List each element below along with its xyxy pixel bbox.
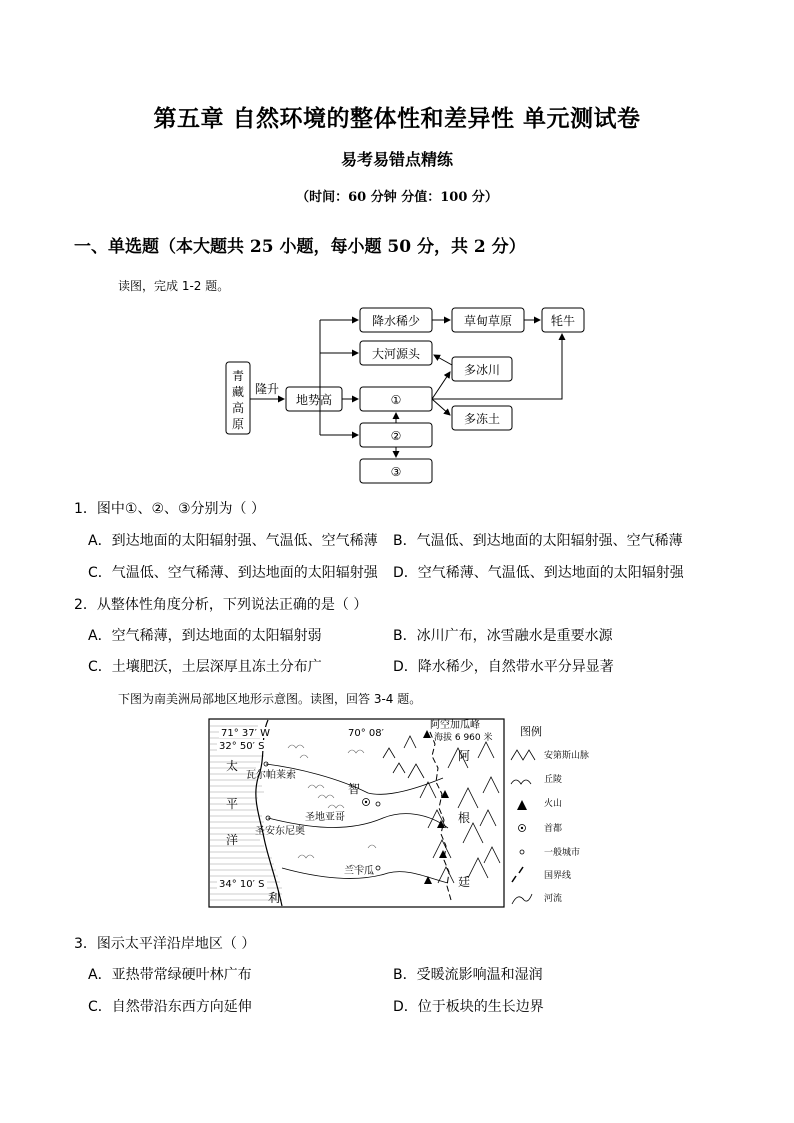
lon-label-2: 70° 08′ [348,728,384,739]
circle2-label: ② [390,429,402,443]
page-subtitle: 易考易错点精练 [340,150,453,169]
less-rain-label: 降水稀少 [371,314,421,328]
argentina-char-3: 廷 [458,875,471,889]
legend-city: 一般城市 [544,848,581,858]
pacific-char-3: 洋 [226,833,239,847]
question-3-option-c[interactable]: C．自然带沿东西方向延伸 [88,999,252,1015]
question-3-option-b[interactable]: B．受暖流影响温和湿润 [393,967,543,983]
chile-char-1: 智 [348,782,361,796]
circle3-label: ③ [390,465,402,479]
plateau-char-3: 高 [231,401,245,415]
question-2-option-a[interactable]: A．空气稀薄，到达地面的太阳辐射弱 [88,628,322,644]
permafrost-label: 多冻土 [463,412,501,426]
circle1-label: ① [390,393,402,407]
san-antonio-label: 圣安东尼奥 [255,826,305,837]
intro-1: 读图，完成 1-2 题。 [118,279,230,293]
question-3-stem: 3．图示太平洋沿岸地区（ ） [74,936,256,952]
valparaiso-label: 瓦尔帕莱索 [246,770,296,781]
map-legend [511,724,589,904]
plateau-char-1: 青 [231,369,245,383]
meadow-label: 草甸草原 [463,314,513,328]
legend-volcano: 火山 [544,799,563,809]
flowchart-diagram [220,300,600,490]
question-1-option-d[interactable]: D．空气稀薄、气温低、到达地面的太阳辐射强 [393,565,684,581]
page-title: 第五章 自然环境的整体性和差异性 单元测试卷 [153,105,641,132]
question-1-option-c[interactable]: C．气温低、空气稀薄、到达地面的太阳辐射强 [88,565,378,581]
lon-label-1: 71° 37′ W [221,728,270,739]
pacific-char-2: 平 [226,797,239,811]
question-2-option-c[interactable]: C．土壤肥沃，土层深厚且冻土分布广 [88,659,322,675]
lat-label-2: 34° 10′ S [219,879,265,890]
question-2-option-d[interactable]: D．降水稀少，自然带水平分异显著 [393,659,614,675]
intro-2: 下图为南美洲局部地区地形示意图。读图，回答 3-4 题。 [118,692,422,706]
legend-hills: 丘陵 [544,775,563,785]
legend-river: 河流 [544,894,563,904]
pacific-char-1: 太 [226,759,239,773]
yak-label: 牦牛 [550,314,576,328]
question-2-stem: 2．从整体性角度分析，下列说法正确的是（ ） [74,597,368,613]
plateau-char-4: 原 [231,417,245,431]
peak-name: 阿空加瓜峰 [430,720,480,731]
peak-altitude: 海拔 6 960 米 [434,733,493,743]
question-3-option-d[interactable]: D．位于板块的生长边界 [393,999,544,1015]
uplift-label: 隆升 [254,382,280,396]
chile-char-2: 利 [268,891,281,905]
question-1-option-a[interactable]: A．到达地面的太阳辐射强、气温低、空气稀薄 [88,533,378,549]
santiago-label: 圣地亚哥 [305,812,345,823]
lat-label-1: 32° 50′ S [219,741,265,752]
legend-capital: 首都 [544,824,563,834]
south-america-map [208,718,603,911]
question-1-option-b[interactable]: B．气温低、到达地面的太阳辐射强、空气稀薄 [393,533,683,549]
plateau-char-2: 藏 [231,385,245,399]
argentina-char-2: 根 [458,811,471,825]
legend-border: 国界线 [544,871,572,881]
time-info: （时间：60 分钟 分值：100 分） [296,190,498,205]
question-2-option-b[interactable]: B．冰川广布，冰雪融水是重要水源 [393,628,613,644]
section-heading: 一、单选题（本大题共 25 小题，每小题 50 分，共 2 分） [74,237,526,257]
terrain-label: 地势高 [295,393,333,407]
question-1-stem: 1．图中①、②、③分别为（ ） [74,501,266,517]
rancagua-label: 兰卡瓜 [344,866,374,877]
question-3-option-a[interactable]: A．亚热带常绿硬叶林广布 [88,967,252,983]
legend-andes: 安第斯山脉 [544,751,590,761]
glaciers-label: 多冰川 [463,363,501,377]
river-source-label: 大河源头 [371,347,421,361]
legend-title: 图例 [520,725,542,738]
argentina-char-1: 阿 [458,749,471,763]
